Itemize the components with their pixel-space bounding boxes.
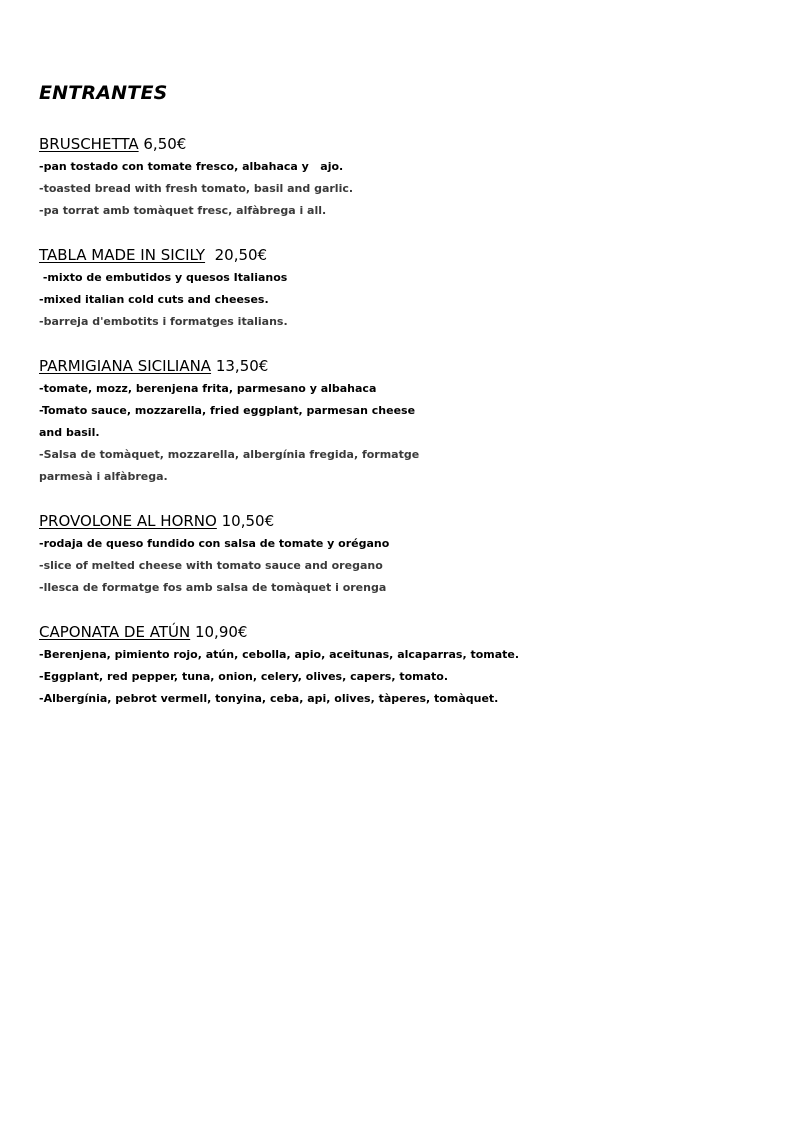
description-ca: -pa torrat amb tomàquet fresc, alfàbrega i all. (39, 204, 327, 217)
dish-name: PROVOLONE AL HORNO (39, 512, 217, 530)
description-es: -rodaja de queso fundido con salsa de tomate y orégano (39, 537, 390, 550)
dish-name: TABLA MADE IN SICILY (39, 246, 206, 264)
dish-price: 6,50€ (143, 135, 187, 153)
dish-parmigiana-siciliana (39, 354, 759, 488)
description-en: -slice of melted cheese with tomato sauce and oregano (39, 559, 383, 572)
dish-price: 13,50€ (215, 357, 269, 375)
description-es: -pan tostado con tomate fresco, albahaca y ajo. (39, 160, 344, 173)
description-ca: -Albergínia, pebrot vermell, tonyina, ceba, api, olives, tàperes, tomàquet. (39, 692, 499, 705)
menu-page (39, 80, 759, 731)
dish-provolone-al-horno (39, 509, 759, 599)
dish-caponata-de-atun (39, 620, 759, 710)
description-ca: -llesca de formatge fos amb salsa de tomàquet i orenga (39, 581, 387, 594)
description-ca-cont: parmesà i alfàbrega. (39, 470, 168, 483)
description-en: -mixed italian cold cuts and cheeses. (39, 293, 269, 306)
description-en-cont: and basil. (39, 426, 100, 439)
dish-price: 10,90€ (194, 623, 248, 641)
dish-tabla-made-in-sicily (39, 243, 759, 333)
dish-header (39, 243, 759, 267)
dish-bruschetta (39, 132, 759, 222)
description-ca: -barreja d'embotits i formatges italians. (39, 315, 288, 328)
description-es: -Berenjena, pimiento rojo, atún, cebolla, apio, aceitunas, alcaparras, tomate. (39, 648, 520, 661)
dish-name: BRUSCHETTA (39, 135, 139, 153)
description-en: -Tomato sauce, mozzarella, fried eggplant, parmesan cheese (39, 404, 416, 417)
dish-header (39, 509, 759, 533)
dish-name: CAPONATA DE ATÚN (39, 623, 191, 641)
description-es: -tomate, mozz, berenjena frita, parmesano y albahaca (39, 382, 377, 395)
dish-header (39, 620, 759, 644)
dish-price: 20,50€ (214, 246, 268, 264)
description-en: -Eggplant, red pepper, tuna, onion, celery, olives, capers, tomato. (39, 670, 449, 683)
description-ca: -Salsa de tomàquet, mozzarella, albergínia fregida, formatge (39, 448, 420, 461)
description-en: -toasted bread with fresh tomato, basil and garlic. (39, 182, 354, 195)
dish-price: 10,50€ (221, 512, 275, 530)
dish-header (39, 354, 759, 378)
dish-name: PARMIGIANA SICILIANA (39, 357, 212, 375)
section-title: ENTRANTES (39, 82, 168, 104)
dish-header (39, 132, 759, 156)
description-es: -mixto de embutidos y quesos Italianos (39, 271, 288, 284)
